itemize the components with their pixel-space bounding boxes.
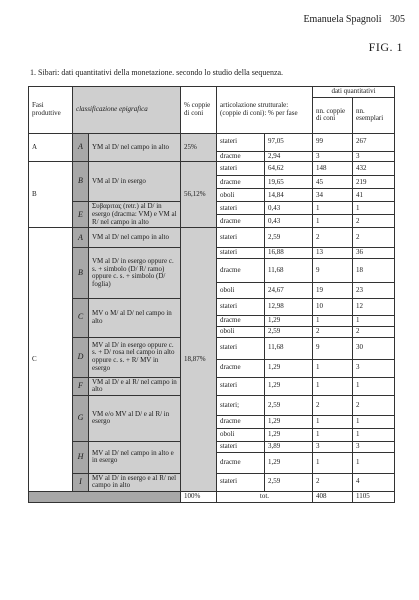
header-percent: % coppie di coni	[181, 87, 217, 134]
total-blank	[29, 491, 181, 502]
cell-nn-esemplari: 41	[353, 189, 395, 202]
cell-nn-coppie: 1	[313, 215, 353, 228]
group-description: VM al D/ in esergo	[89, 162, 181, 202]
group-description: MV o M/ al D/ nel campo in alto	[89, 299, 181, 337]
cell-denomination: stateri	[217, 162, 265, 176]
phase-percent: 25%	[181, 133, 217, 162]
cell-percentage: 2,59	[265, 228, 313, 248]
cell-percentage: 24,67	[265, 283, 313, 299]
cell-nn-esemplari: 4	[353, 473, 395, 491]
total-esemplari: 1105	[353, 491, 395, 502]
phase-label: B	[29, 162, 73, 228]
cell-nn-coppie: 3	[313, 441, 353, 452]
cell-denomination: stateri	[217, 202, 265, 215]
group-letter: D	[73, 337, 89, 377]
phase-label: C	[29, 228, 73, 492]
cell-percentage: 1,29	[265, 428, 313, 441]
group-description: Συβαριτας (retr.) al D/ in esergo (dracma: VM) e VM al R/ nel campo in alto	[89, 202, 181, 228]
header-dati: dati quantitativi	[313, 87, 395, 98]
cell-nn-esemplari: 23	[353, 283, 395, 299]
cell-denomination: stateri	[217, 337, 265, 359]
cell-denomination: dracme	[217, 316, 265, 327]
cell-percentage: 12,98	[265, 299, 313, 316]
cell-nn-esemplari: 1	[353, 202, 395, 215]
cell-nn-coppie: 3	[313, 151, 353, 162]
group-letter: B	[73, 162, 89, 202]
cell-percentage: 19,65	[265, 176, 313, 189]
cell-nn-esemplari: 3	[353, 151, 395, 162]
cell-percentage: 0,43	[265, 202, 313, 215]
total-coppie: 408	[313, 491, 353, 502]
header-classificazione: classificazione epigrafica	[73, 87, 181, 134]
running-head-author: Emanuela Spagnoli	[303, 14, 382, 25]
figure-label: FIG. 1	[368, 40, 403, 54]
phase-percent: 56,12%	[181, 162, 217, 228]
cell-nn-esemplari: 2	[353, 228, 395, 248]
data-table	[28, 86, 395, 503]
cell-nn-coppie: 19	[313, 283, 353, 299]
group-description: VM al D/ in esergo oppure c. s. + simbolo (D/ R/ ramo) oppure c. s. + simbolo (D/ foglia)	[89, 248, 181, 299]
group-letter: B	[73, 248, 89, 299]
cell-nn-esemplari: 12	[353, 299, 395, 316]
cell-nn-coppie: 1	[313, 377, 353, 395]
cell-nn-coppie: 9	[313, 337, 353, 359]
cell-nn-esemplari: 2	[353, 215, 395, 228]
cell-denomination: stateri	[217, 377, 265, 395]
group-letter: G	[73, 395, 89, 441]
cell-denomination: dracme	[217, 176, 265, 189]
group-description: YM al D/ nel campo in alto	[89, 133, 181, 162]
group-letter: I	[73, 473, 89, 491]
cell-nn-coppie: 2	[313, 228, 353, 248]
total-percent: 100%	[181, 491, 217, 502]
cell-percentage: 2,59	[265, 395, 313, 415]
cell-nn-esemplari: 3	[353, 441, 395, 452]
cell-nn-coppie: 2	[313, 395, 353, 415]
group-description: VM al D/ e al R/ nel campo in alto	[89, 377, 181, 395]
cell-nn-esemplari: 1	[353, 377, 395, 395]
cell-percentage: 0,43	[265, 215, 313, 228]
cell-percentage: 1,29	[265, 316, 313, 327]
cell-nn-coppie: 148	[313, 162, 353, 176]
cell-percentage: 1,29	[265, 452, 313, 473]
cell-nn-coppie: 10	[313, 299, 353, 316]
cell-denomination: stateri	[217, 441, 265, 452]
cell-nn-esemplari: 432	[353, 162, 395, 176]
cell-percentage: 1,29	[265, 415, 313, 428]
cell-percentage: 2,59	[265, 473, 313, 491]
total-label: tot.	[217, 491, 313, 502]
cell-nn-coppie: 9	[313, 259, 353, 283]
cell-nn-coppie: 34	[313, 189, 353, 202]
group-letter: C	[73, 299, 89, 337]
cell-nn-esemplari: 3	[353, 359, 395, 377]
group-description: VM al D/ nel campo in alto	[89, 228, 181, 248]
cell-percentage: 2,94	[265, 151, 313, 162]
cell-nn-esemplari: 36	[353, 248, 395, 259]
cell-denomination: stateri	[217, 228, 265, 248]
cell-nn-coppie: 1	[313, 316, 353, 327]
cell-denomination: stateri	[217, 133, 265, 151]
cell-nn-coppie: 99	[313, 133, 353, 151]
group-description: MV al D/ in esergo oppure c. s. + D/ rosa nel campo in alto oppure c. s. + R/ MV in esergo	[89, 337, 181, 377]
group-letter: H	[73, 441, 89, 473]
phase-label: A	[29, 133, 73, 162]
cell-denomination: dracme	[217, 259, 265, 283]
page-number: 305	[390, 14, 405, 25]
header-nn-coppie: nn. coppie di coni	[313, 97, 353, 133]
cell-denomination: dracme	[217, 359, 265, 377]
header-nn-esemplari: nn. esemplari	[353, 97, 395, 133]
cell-percentage: 11,68	[265, 337, 313, 359]
group-letter: F	[73, 377, 89, 395]
cell-denomination: oboli	[217, 326, 265, 337]
group-letter: E	[73, 202, 89, 228]
cell-nn-esemplari: 267	[353, 133, 395, 151]
cell-percentage: 11,68	[265, 259, 313, 283]
cell-nn-coppie: 1	[313, 202, 353, 215]
cell-denomination: stateri;	[217, 395, 265, 415]
table-row	[29, 133, 395, 151]
cell-denomination: stateri	[217, 473, 265, 491]
cell-denomination: dracme	[217, 415, 265, 428]
cell-denomination: oboli	[217, 283, 265, 299]
cell-percentage: 1,29	[265, 377, 313, 395]
header-articolazione: articolazione strutturale:(coppie di coni): % per fase	[217, 87, 313, 134]
cell-denomination: stateri	[217, 248, 265, 259]
cell-denomination: dracme	[217, 452, 265, 473]
cell-nn-coppie: 1	[313, 415, 353, 428]
cell-percentage: 3,89	[265, 441, 313, 452]
cell-nn-esemplari: 1	[353, 428, 395, 441]
table-row	[29, 162, 395, 176]
cell-nn-coppie: 45	[313, 176, 353, 189]
cell-denomination: dracme	[217, 151, 265, 162]
cell-percentage: 97,05	[265, 133, 313, 151]
cell-nn-esemplari: 2	[353, 326, 395, 337]
cell-denomination: dracme	[217, 215, 265, 228]
total-row	[29, 491, 395, 502]
cell-nn-esemplari: 1	[353, 452, 395, 473]
group-letter: A	[73, 133, 89, 162]
cell-denomination: stateri	[217, 299, 265, 316]
group-description: MV al D/ nel campo in alto e in esergo	[89, 441, 181, 473]
cell-denomination: oboli	[217, 189, 265, 202]
group-description: VM e/o MV al D/ e al R/ in esergo	[89, 395, 181, 441]
cell-nn-esemplari: 2	[353, 395, 395, 415]
cell-denomination: oboli	[217, 428, 265, 441]
cell-nn-coppie: 13	[313, 248, 353, 259]
phase-percent: 18,87%	[181, 228, 217, 492]
cell-nn-coppie: 1	[313, 428, 353, 441]
cell-percentage: 16,88	[265, 248, 313, 259]
cell-percentage: 14,84	[265, 189, 313, 202]
cell-percentage: 64,62	[265, 162, 313, 176]
header-row-1	[29, 87, 395, 98]
header-fasi: Fasi produttive	[29, 87, 73, 134]
cell-percentage: 1,29	[265, 359, 313, 377]
running-head	[303, 14, 405, 25]
table-caption: 1. Sibari: dati quantitativi della monetazione. secondo lo studio della sequenza.	[30, 68, 284, 77]
table-body	[29, 133, 395, 502]
cell-nn-coppie: 1	[313, 359, 353, 377]
data-table-wrapper	[28, 86, 394, 503]
cell-nn-coppie: 2	[313, 326, 353, 337]
table-row	[29, 228, 395, 248]
cell-nn-esemplari: 219	[353, 176, 395, 189]
cell-nn-coppie: 2	[313, 473, 353, 491]
cell-nn-esemplari: 30	[353, 337, 395, 359]
cell-nn-coppie: 1	[313, 452, 353, 473]
group-description: MV al D/ in esergo e al R/ nel campo in alto	[89, 473, 181, 491]
cell-nn-esemplari: 1	[353, 316, 395, 327]
group-letter: A	[73, 228, 89, 248]
cell-nn-esemplari: 18	[353, 259, 395, 283]
cell-nn-esemplari: 1	[353, 415, 395, 428]
cell-percentage: 2,59	[265, 326, 313, 337]
